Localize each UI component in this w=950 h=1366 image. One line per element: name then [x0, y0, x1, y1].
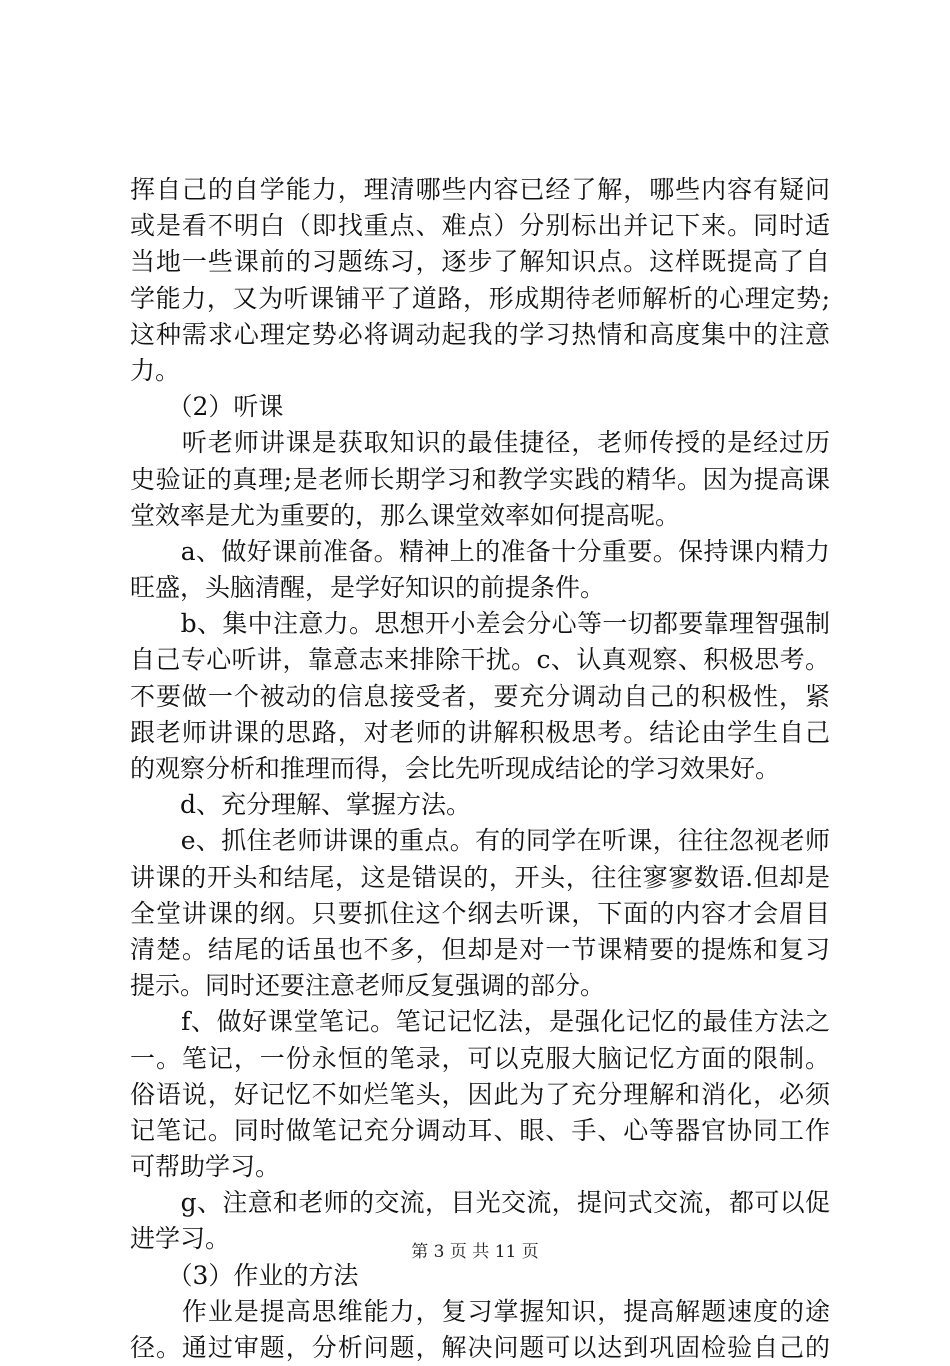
text-line: （2）听课: [130, 392, 284, 422]
text-line: 全堂讲课的纲。只要抓住这个纲去听课，下面的内容才会眉目: [130, 898, 830, 928]
text-line: 记笔记。同时做笔记充分调动耳、眼、手、心等器官协同工作: [130, 1115, 830, 1145]
body-text: [130, 172, 830, 1366]
text-line: 旺盛，头脑清醒，是学好知识的前提条件。: [130, 573, 606, 603]
text-line: e、抓住老师讲课的重点。有的同学在听课，往往忽视老师: [130, 826, 830, 856]
text-line: a、做好课前准备。精神上的准备十分重要。保持课内精力: [130, 536, 830, 566]
text-line: （3）作业的方法: [130, 1260, 359, 1290]
text-line: 史验证的真理;是老师长期学习和教学实践的精华。因为提高课: [130, 464, 830, 494]
text-line: b、集中注意力。思想开小差会分心等一切都要靠理智强制: [130, 609, 830, 639]
text-line: 听老师讲课是获取知识的最佳捷径，老师传授的是经过历: [130, 428, 830, 458]
text-line: f、做好课堂笔记。笔记记忆法，是强化记忆的最佳方法之: [130, 1007, 830, 1037]
text-line: 自己专心听讲，靠意志来排除干扰。c、认真观察、积极思考。: [130, 645, 830, 675]
text-line: 不要做一个被动的信息接受者，要充分调动自己的积极性，紧: [130, 681, 830, 711]
text-line: 这种需求心理定势必将调动起我的学习热情和高度集中的注意: [130, 319, 830, 349]
text-line: 跟老师讲课的思路，对老师的讲解积极思考。结论由学生自己: [130, 717, 830, 747]
text-line: 俗语说，好记忆不如烂笔头，因此为了充分理解和消化，必须: [130, 1079, 830, 1109]
page-footer: 第 3 页 共 11 页: [411, 1242, 539, 1262]
text-line: 可帮助学习。: [130, 1152, 281, 1182]
text-line: g、注意和老师的交流，目光交流，提问式交流，都可以促: [130, 1188, 830, 1218]
text-line: 讲课的开头和结尾，这是错误的，开头，往往寥寥数语.但却是: [130, 862, 830, 892]
text-line: 作业是提高思维能力，复习掌握知识，提高解题速度的途: [130, 1296, 830, 1326]
text-line: 堂效率是尤为重要的，那么课堂效率如何提高呢。: [130, 500, 681, 530]
text-line: 挥自己的自学能力，理清哪些内容已经了解，哪些内容有疑问: [130, 175, 830, 204]
text-line: 清楚。结尾的话虽也不多，但却是对一节课精要的提炼和复习: [130, 934, 830, 964]
text-line: 当地一些课前的习题练习，逐步了解知识点。这样既提高了自: [130, 247, 830, 277]
text-line: 进学习。: [130, 1224, 231, 1254]
text-line: 的观察分析和推理而得，会比先听现成结论的学习效果好。: [130, 754, 781, 783]
text-line: 或是看不明白（即找重点、难点）分别标出并记下来。同时适: [130, 211, 830, 241]
text-line: 一。笔记，一份永恒的笔录，可以克服大脑记忆方面的限制。: [130, 1043, 830, 1073]
text-line: 提示。同时还要注意老师反复强调的部分。: [130, 971, 606, 1001]
text-line: 力。: [130, 355, 181, 385]
text-line: d、充分理解、掌握方法。: [130, 790, 472, 820]
text-line: 学能力，又为听课铺平了道路，形成期待老师解析的心理定势;: [130, 283, 830, 313]
text-line: 径。通过审题，分析问题，解决问题可以达到巩固检验自己的: [130, 1333, 830, 1362]
